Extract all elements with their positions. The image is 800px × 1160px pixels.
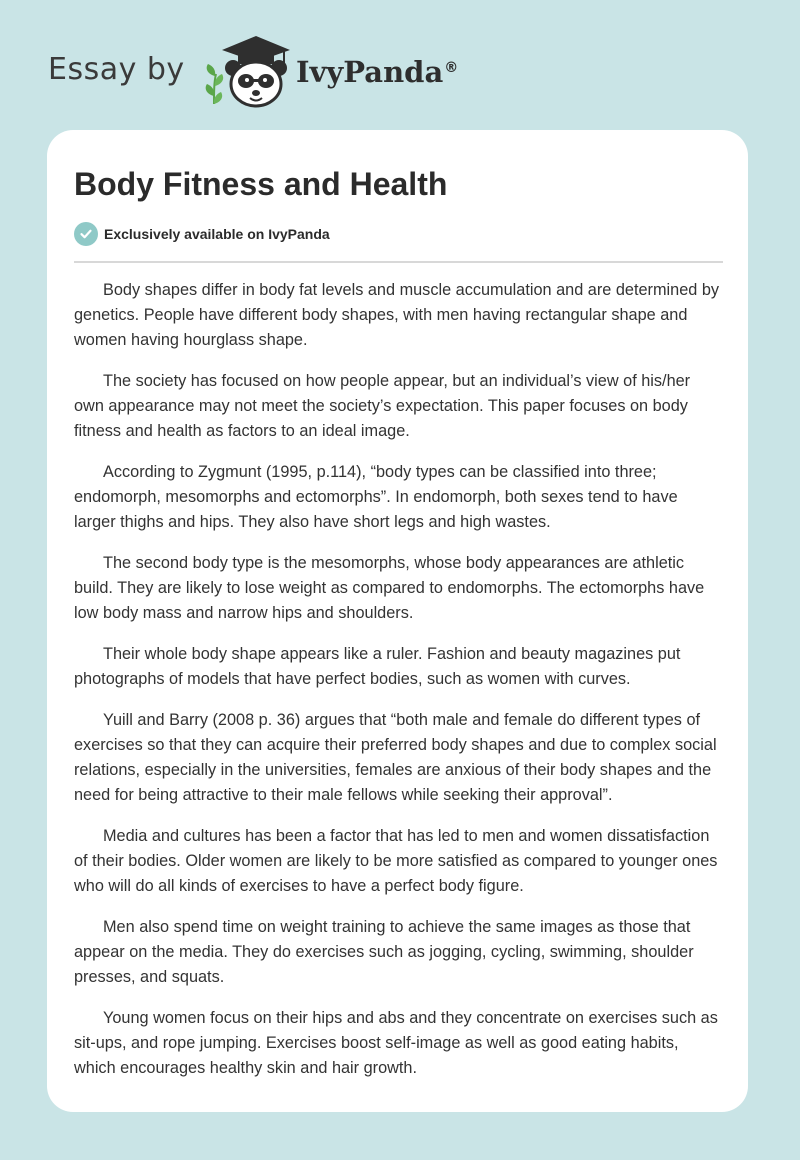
exclusive-badge xyxy=(74,221,330,247)
essay-body xyxy=(74,278,723,1097)
brand-name: IvyPanda xyxy=(296,55,444,89)
site-header xyxy=(0,0,800,130)
page-title: Body Fitness and Health xyxy=(74,166,448,202)
essay-by-label: Essay by xyxy=(48,52,185,87)
paragraph: Young women focus on their hips and abs and they concentrate on exercises such as sit-ups, and rope jumping. Exercises boost self-image as well as good eating habits, which encourages healthy skin and hair growth. xyxy=(74,1009,718,1077)
registered-mark: ® xyxy=(444,60,459,76)
paragraph: Media and cultures has been a factor that has led to men and women dissatisfaction of their bodies. Older women are likely to be more satisfied as compared to younger ones who will do all kinds of exercises to have a perfect body figure. xyxy=(74,827,718,895)
leaf-icon xyxy=(206,64,223,104)
panda-graduate-icon[interactable] xyxy=(200,34,292,110)
check-icon xyxy=(74,222,98,246)
paragraph: The second body type is the mesomorphs, whose body appearances are athletic build. They are likely to lose weight as compared to endomorphs. The ectomorphs have low body mass and narrow hips and shoulders. xyxy=(74,554,705,622)
paragraph: Their whole body shape appears like a ruler. Fashion and beauty magazines put photographs of models that have perfect bodies, such as women with curves. xyxy=(74,645,681,688)
badge-label: Exclusively available on IvyPanda xyxy=(104,226,330,242)
divider xyxy=(74,261,723,263)
paragraph: The society has focused on how people appear, but an individual’s view of his/her own appearance may not meet the society’s expectation. This paper focuses on body fitness and health as factors to an ideal image. xyxy=(74,372,691,440)
paragraph: According to Zygmunt (1995, p.114), “body types can be classified into three; endomorph, mesomorphs and ectomorphs”. In endomorph, both sexes tend to have larger thighs and hips. They also have short legs and high wastes. xyxy=(74,463,678,531)
paragraph: Yuill and Barry (2008 p. 36) argues that “both male and female do different types of exercises so that they can acquire their preferred body shapes and due to complex social relations, especially in the universities, females are anxious of their body shapes and the need for being attractive to their male fellows while seeking their approval”. xyxy=(74,711,717,804)
essay-card xyxy=(47,130,748,1112)
brand-logo[interactable] xyxy=(296,54,458,90)
paragraph: Men also spend time on weight training to achieve the same images as those that appear on the media. They do exercises such as jogging, cycling, swimming, shoulder presses, and squats. xyxy=(74,918,694,986)
paragraph: Body shapes differ in body fat levels and muscle accumulation and are determined by genetics. People have different body shapes, with men having rectangular shape and women having hourglass shape. xyxy=(74,281,720,349)
